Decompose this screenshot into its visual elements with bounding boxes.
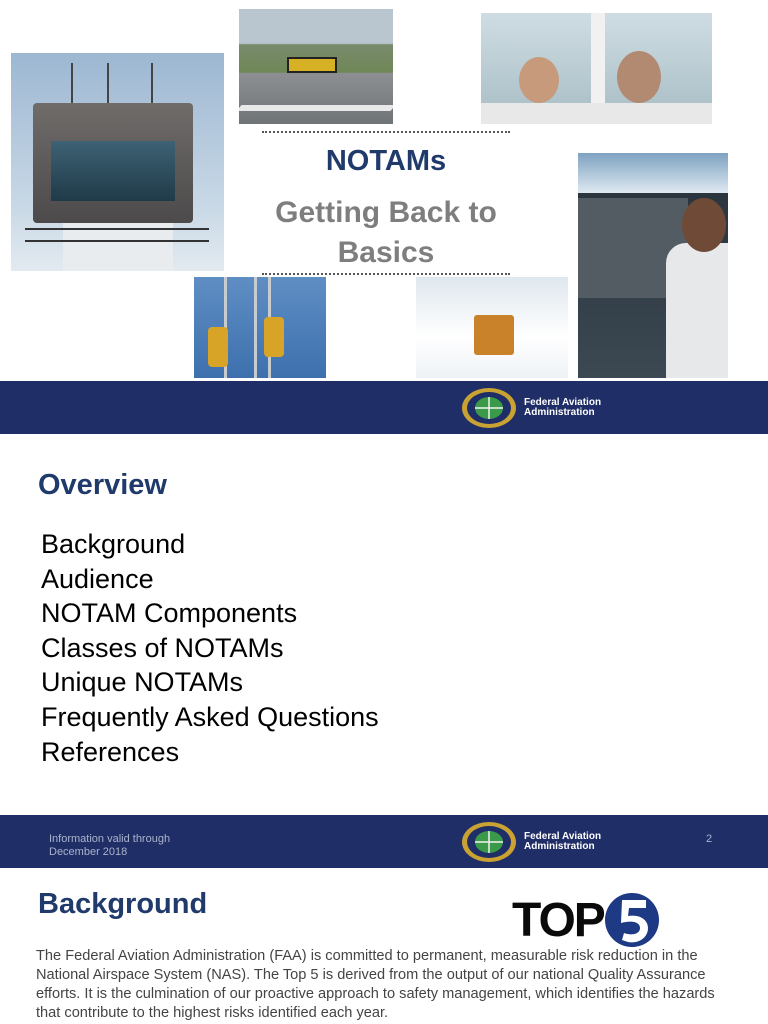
list-item: NOTAM Components bbox=[41, 598, 298, 629]
snow-plow-photo bbox=[416, 277, 568, 378]
runway-sign-photo bbox=[239, 9, 393, 124]
faa-seal-icon bbox=[461, 387, 517, 429]
slide-subtitle: Getting Back to Basics bbox=[275, 196, 497, 269]
slide-footer-bar bbox=[0, 815, 768, 868]
list-item: Audience bbox=[41, 563, 154, 594]
page-number: 2 bbox=[706, 833, 713, 845]
slide-title: NOTAMs bbox=[325, 145, 447, 177]
pilots-cockpit-photo bbox=[481, 13, 712, 124]
top5-logo: TOP bbox=[512, 886, 672, 952]
list-item: References bbox=[41, 736, 180, 767]
title-slide bbox=[0, 0, 768, 434]
air-traffic-control-tower-photo bbox=[11, 53, 224, 271]
list-item: Background bbox=[41, 529, 186, 559]
validity-note: Information valid through December 2018 bbox=[49, 833, 171, 858]
faa-seal-icon bbox=[461, 821, 517, 863]
list-item: Classes of NOTAMs bbox=[41, 632, 284, 663]
faa-wordmark: Federal Aviation Administration bbox=[524, 831, 602, 852]
background-paragraph: The Federal Aviation Administration (FAA) is committed to permanent, measurable risk reduction in the National Airspace System (NAS). The Top 5 is derived from the output of our national Quality Assurance efforts. It is the culmination of our proactive approach to safety management, which identifies the hazards that contribute to the highest risks identified each year. bbox=[36, 948, 715, 1021]
list-item: Frequently Asked Questions bbox=[41, 701, 379, 732]
tower-climbers-photo bbox=[194, 277, 326, 378]
faa-wordmark: Federal Aviation Administration bbox=[524, 397, 602, 418]
slide-heading: Background bbox=[38, 888, 208, 920]
slide-heading: Overview bbox=[38, 469, 167, 501]
list-item: Unique NOTAMs bbox=[41, 667, 244, 698]
overview-list bbox=[41, 527, 379, 769]
title-divider-top bbox=[262, 131, 510, 133]
top5-number-icon bbox=[596, 886, 662, 950]
background-slide bbox=[0, 868, 768, 1024]
title-divider-bottom bbox=[262, 273, 510, 275]
overview-slide bbox=[0, 434, 768, 868]
slide-footer-bar bbox=[0, 381, 768, 434]
flight-simulator-photo bbox=[578, 153, 728, 378]
